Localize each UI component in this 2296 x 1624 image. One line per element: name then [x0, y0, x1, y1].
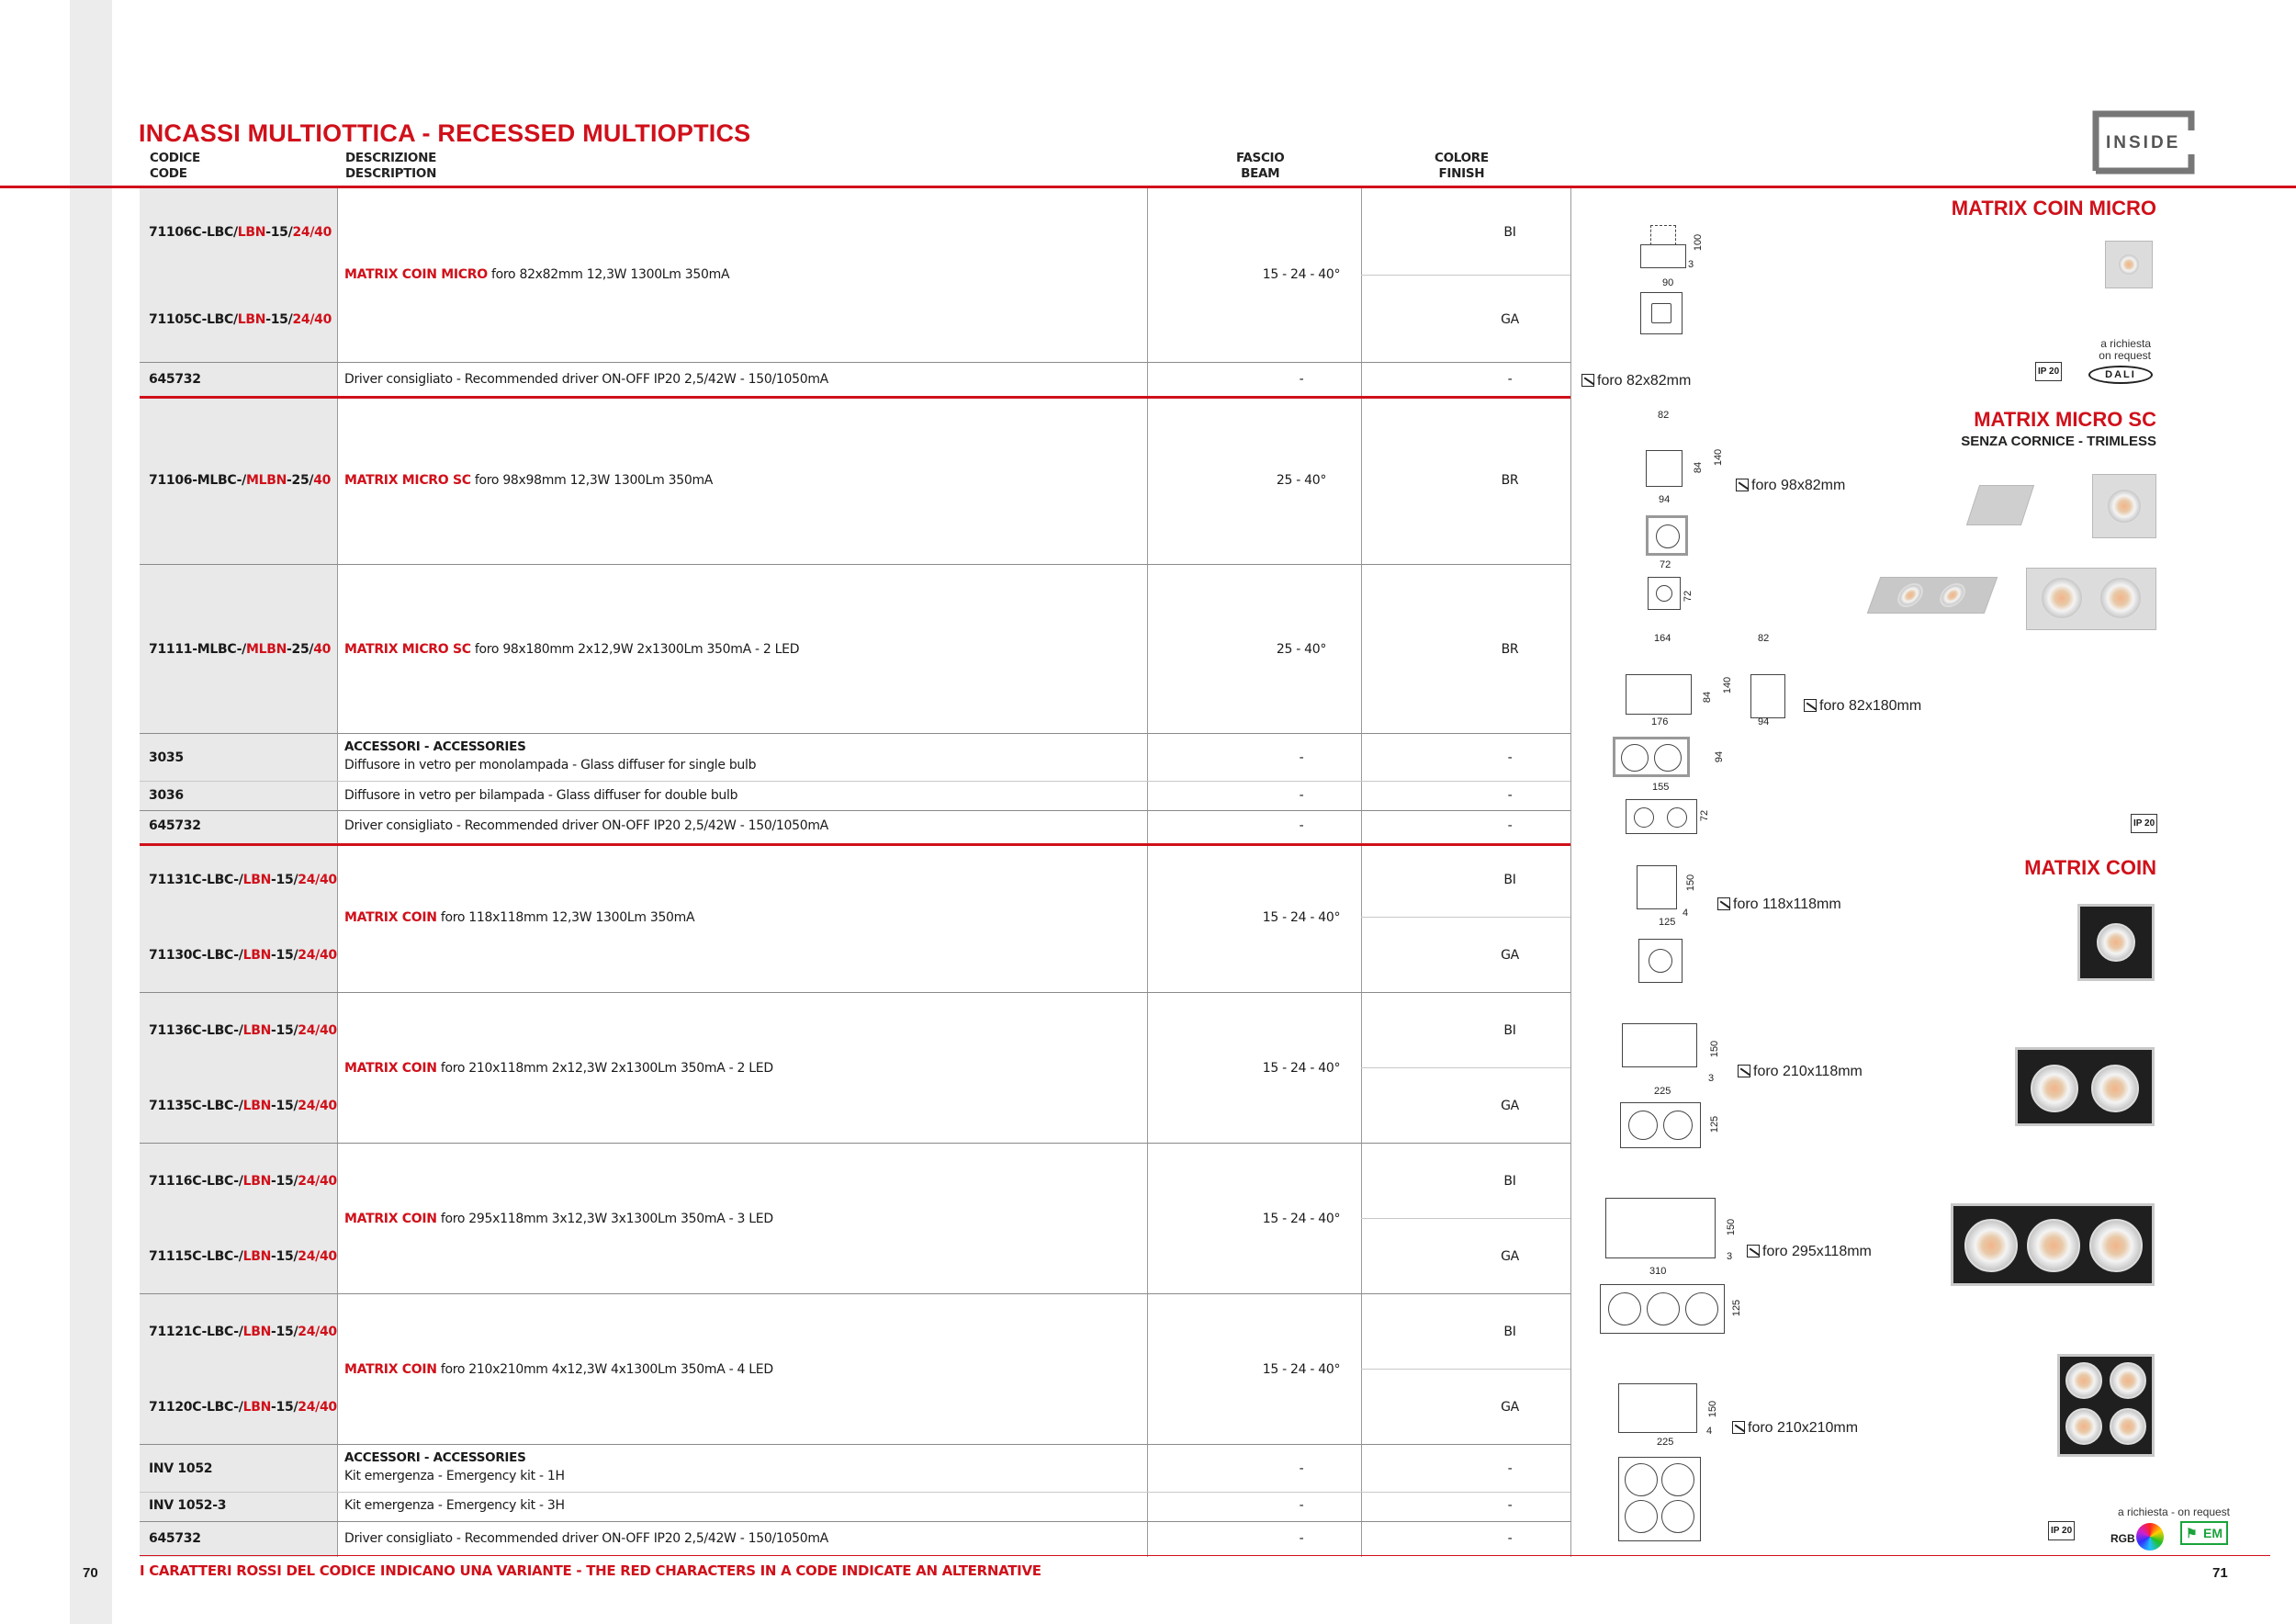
- beam-value: 15 - 24 - 40°: [1262, 1212, 1341, 1226]
- side-drawing: [1646, 450, 1683, 487]
- header-code: CODICE CODE: [150, 151, 200, 181]
- product-code: 71105C-LBC/LBN-15/24/40: [149, 312, 332, 327]
- product-description: MATRIX COIN foro 210x118mm 2x12,3W 2x1300Lm 350mA - 2 LED: [344, 1061, 773, 1076]
- row-rule: [1361, 1067, 1570, 1068]
- finish-value: BI: [1503, 1023, 1516, 1038]
- header-finish: COLORE FINISH: [1435, 151, 1489, 181]
- dim-label: 3: [1688, 259, 1694, 270]
- cutout-icon: [1736, 479, 1749, 491]
- section-title-micro-sc: MATRIX MICRO SC: [1974, 408, 2156, 431]
- dim-label: 72: [1660, 559, 1671, 570]
- row-rule: [140, 992, 1570, 993]
- footer-note: I CARATTERI ROSSI DEL CODICE INDICANO UNA VARIANTE - THE RED CHARACTERS IN A CODE INDICATE AN ALTERNATIVE: [140, 1562, 1041, 1579]
- section-rule: [140, 843, 1570, 846]
- finish-value: BR: [1501, 473, 1519, 488]
- product-code: 71106C-LBC/LBN-15/24/40: [149, 225, 332, 240]
- cutout-label: foro 295x118mm: [1747, 1244, 1872, 1260]
- front-drawing: [1613, 737, 1690, 777]
- ip20-badge: IP 20: [2048, 1521, 2075, 1540]
- page-number-right: 71: [2212, 1565, 2228, 1581]
- cutout-icon: [1747, 1245, 1760, 1257]
- row-rule: [140, 362, 1570, 363]
- product-photo: [2077, 904, 2155, 981]
- product-photo: [1966, 485, 2034, 525]
- cutout-icon: [1732, 1421, 1745, 1434]
- product-description: MATRIX COIN foro 210x210mm 4x12,3W 4x1300Lm 350mA - 4 LED: [344, 1362, 773, 1377]
- side-drawing: [1640, 244, 1686, 268]
- front-drawing: [1638, 939, 1683, 983]
- product-photo: [2015, 1047, 2155, 1126]
- finish-value: GA: [1501, 1249, 1519, 1264]
- front-drawing: [1646, 515, 1688, 556]
- product-code: INV 1052: [149, 1461, 213, 1476]
- finish-value: -: [1507, 1498, 1513, 1513]
- finish-value: BR: [1501, 642, 1519, 657]
- dim-label: 82: [1658, 410, 1670, 421]
- dim-label: 82: [1758, 633, 1770, 644]
- product-code: 3036: [149, 788, 184, 803]
- row-rule: [140, 781, 1570, 782]
- finish-value: GA: [1501, 1099, 1519, 1113]
- cutout-label: foro 210x210mm: [1732, 1420, 1858, 1437]
- product-description: MATRIX COIN foro 118x118mm 12,3W 1300Lm 350mA: [344, 910, 695, 925]
- product-code: 71115C-LBC-/LBN-15/24/40: [149, 1249, 337, 1264]
- product-description: Diffusore in vetro per monolampada - Glass diffuser for single bulb: [344, 758, 757, 773]
- col-divider: [337, 188, 338, 1557]
- dim-label: 310: [1649, 1266, 1667, 1277]
- product-photo: [1951, 1203, 2155, 1286]
- finish-value: BI: [1503, 873, 1516, 887]
- side-drawing: [1605, 1198, 1716, 1258]
- row-rule: [140, 564, 1570, 565]
- dim-label: 140: [1713, 448, 1725, 467]
- beam-value: -: [1299, 1531, 1304, 1546]
- beam-value: 25 - 40°: [1276, 642, 1327, 657]
- emergency-badge: ⚑ EM: [2180, 1521, 2228, 1545]
- product-photo: [2057, 1354, 2155, 1457]
- dim-label: 4: [1683, 908, 1689, 919]
- finish-value: -: [1507, 750, 1513, 765]
- row-rule: [1361, 1369, 1570, 1370]
- product-photo: [2092, 474, 2156, 538]
- dim-label: 125: [1731, 1299, 1743, 1317]
- header-description: DESCRIZIONE DESCRIPTION: [345, 151, 437, 181]
- product-description: MATRIX COIN foro 295x118mm 3x12,3W 3x1300Lm 350mA - 3 LED: [344, 1212, 773, 1226]
- dim-label: 225: [1657, 1437, 1674, 1448]
- row-rule: [1361, 1218, 1570, 1219]
- cutout-icon: [1717, 897, 1730, 910]
- cutout-icon: [1581, 374, 1594, 387]
- beam-value: -: [1299, 1461, 1304, 1476]
- product-code: 71136C-LBC-/LBN-15/24/40: [149, 1023, 337, 1038]
- cutout-drawing: [1648, 577, 1681, 610]
- product-photo: [2105, 241, 2153, 288]
- front-drawing: [1618, 1457, 1701, 1541]
- product-description: Kit emergenza - Emergency kit - 1H: [344, 1469, 565, 1483]
- finish-value: -: [1507, 1531, 1513, 1546]
- side-drawing: [1618, 1383, 1697, 1433]
- beam-value: -: [1299, 818, 1304, 833]
- product-description: Driver consigliato - Recommended driver ON-OFF IP20 2,5/42W - 150/1050mA: [344, 372, 828, 387]
- cutout-label: foro 98x82mm: [1736, 478, 1845, 494]
- product-code: 645732: [149, 372, 201, 387]
- row-rule: [140, 733, 1570, 734]
- beam-value: 15 - 24 - 40°: [1262, 1362, 1341, 1377]
- product-description: Driver consigliato - Recommended driver ON-OFF IP20 2,5/42W - 150/1050mA: [344, 1531, 828, 1546]
- beam-value: -: [1299, 1498, 1304, 1513]
- dim-label: 84: [1693, 461, 1705, 474]
- on-request-note: a richiesta on request: [2099, 337, 2151, 362]
- product-description: Kit emergenza - Emergency kit - 3H: [344, 1498, 565, 1513]
- row-rule: [1361, 275, 1570, 276]
- row-rule: [140, 1492, 1570, 1493]
- dim-label: 150: [1726, 1218, 1738, 1236]
- dim-label: 176: [1651, 716, 1669, 727]
- cutout-label: foro 118x118mm: [1717, 897, 1841, 913]
- product-code: 71116C-LBC-/LBN-15/24/40: [149, 1174, 337, 1189]
- logo-text: INSIDE: [2106, 133, 2181, 152]
- dim-label: 125: [1709, 1115, 1721, 1133]
- front-drawing: [1620, 1102, 1701, 1148]
- finish-value: GA: [1501, 948, 1519, 963]
- ip20-badge: IP 20: [2035, 362, 2062, 381]
- dim-label: 84: [1702, 691, 1714, 704]
- cutout-label: foro 82x82mm: [1581, 373, 1691, 389]
- dim-label: 150: [1707, 1400, 1719, 1418]
- beam-value: 25 - 40°: [1276, 473, 1327, 488]
- finish-value: -: [1507, 372, 1513, 387]
- dim-label: 140: [1722, 676, 1734, 694]
- beam-value: 15 - 24 - 40°: [1262, 267, 1341, 282]
- front-drawing: [1600, 1284, 1725, 1334]
- product-table: [140, 188, 1570, 1557]
- cutout-icon: [1738, 1065, 1750, 1077]
- product-code: INV 1052-3: [149, 1498, 227, 1513]
- section-subtitle: SENZA CORNICE - TRIMLESS: [1961, 434, 2156, 449]
- row-rule: [140, 1293, 1570, 1294]
- col-divider: [1361, 188, 1362, 1557]
- front-drawing: [1640, 292, 1683, 334]
- section-title-coin: MATRIX COIN: [2024, 856, 2156, 879]
- beam-value: -: [1299, 750, 1304, 765]
- product-description: MATRIX COIN MICRO foro 82x82mm 12,3W 1300Lm 350mA: [344, 267, 730, 282]
- dim-label: 90: [1662, 277, 1674, 288]
- dim-label: 4: [1706, 1426, 1713, 1437]
- finish-value: -: [1507, 1461, 1513, 1476]
- dali-badge: DALI: [2088, 366, 2153, 384]
- cutout-icon: [1804, 699, 1817, 712]
- dim-label: 3: [1708, 1073, 1715, 1084]
- product-photo: [1867, 577, 1998, 614]
- cutout-drawing: [1626, 799, 1697, 834]
- row-rule: [140, 1444, 1570, 1445]
- on-request-note: a richiesta - on request: [2117, 1506, 2230, 1518]
- section-rule: [140, 396, 1570, 399]
- dim-label: 94: [1659, 494, 1671, 505]
- dim-label: 72: [1683, 590, 1694, 603]
- dim-label: 155: [1652, 782, 1670, 793]
- finish-value: GA: [1501, 312, 1519, 327]
- product-code: 71131C-LBC-/LBN-15/24/40: [149, 873, 337, 887]
- dim-label: 72: [1699, 809, 1711, 822]
- product-code: 71130C-LBC-/LBN-15/24/40: [149, 948, 337, 963]
- finish-value: BI: [1503, 225, 1516, 240]
- dim-label: 225: [1654, 1086, 1671, 1097]
- dim-label: 100: [1693, 233, 1705, 252]
- running-man-icon: ⚑: [2186, 1526, 2198, 1540]
- left-margin-bar: [70, 0, 112, 1624]
- dim-label: 125: [1659, 917, 1676, 928]
- finish-value: BI: [1503, 1325, 1516, 1339]
- dim-label: 94: [1758, 716, 1770, 727]
- beam-value: 15 - 24 - 40°: [1262, 1061, 1341, 1076]
- dim-label: 150: [1685, 874, 1697, 892]
- side-drawing: [1622, 1023, 1697, 1067]
- accessories-heading: ACCESSORI - ACCESSORIES: [344, 739, 526, 754]
- dim-label: 150: [1709, 1040, 1721, 1058]
- product-code: 3035: [149, 750, 184, 765]
- product-description: Diffusore in vetro per bilampada - Glass diffuser for double bulb: [344, 788, 738, 803]
- accessories-heading: ACCESSORI - ACCESSORIES: [344, 1450, 526, 1465]
- row-rule: [140, 1521, 1570, 1522]
- section-title-coin-micro: MATRIX COIN MICRO: [1951, 197, 2156, 220]
- beam-value: 15 - 24 - 40°: [1262, 910, 1341, 925]
- dim-label: 3: [1727, 1251, 1733, 1262]
- header-beam: FASCIO BEAM: [1236, 151, 1285, 181]
- col-divider: [1147, 188, 1148, 1557]
- product-code: 71121C-LBC-/LBN-15/24/40: [149, 1325, 337, 1339]
- product-code: 71106-MLBC-/MLBN-25/40: [149, 473, 332, 488]
- product-code: 71120C-LBC-/LBN-15/24/40: [149, 1400, 337, 1415]
- cutout-label: foro 210x118mm: [1738, 1064, 1863, 1080]
- page-number-left: 70: [83, 1565, 98, 1581]
- product-code: 645732: [149, 818, 201, 833]
- beam-value: -: [1299, 372, 1304, 387]
- side-drawing: [1750, 674, 1785, 718]
- beam-value: -: [1299, 788, 1304, 803]
- product-description: Driver consigliato - Recommended driver ON-OFF IP20 2,5/42W - 150/1050mA: [344, 818, 828, 833]
- dim-label: 164: [1654, 633, 1671, 644]
- product-code: 71111-MLBC-/MLBN-25/40: [149, 642, 332, 657]
- product-description: MATRIX MICRO SC foro 98x98mm 12,3W 1300Lm 350mA: [344, 473, 714, 488]
- product-photo: [2026, 568, 2156, 630]
- ip20-badge: IP 20: [2131, 814, 2157, 833]
- side-drawing: [1650, 225, 1676, 245]
- rgb-color-wheel-icon: [2136, 1523, 2164, 1551]
- product-code: 71135C-LBC-/LBN-15/24/40: [149, 1099, 337, 1113]
- row-rule: [1361, 917, 1570, 918]
- page-title: INCASSI MULTIOTTICA - RECESSED MULTIOPTICS: [139, 119, 751, 147]
- product-code: 645732: [149, 1531, 201, 1546]
- finish-value: -: [1507, 788, 1513, 803]
- row-rule: [140, 1143, 1570, 1144]
- finish-value: GA: [1501, 1400, 1519, 1415]
- dim-label: 94: [1714, 750, 1726, 763]
- row-rule: [140, 810, 1570, 811]
- cutout-label: foro 82x180mm: [1804, 698, 1921, 715]
- rgb-label: RGB: [2110, 1532, 2135, 1545]
- side-drawing: [1637, 865, 1677, 909]
- finish-value: -: [1507, 818, 1513, 833]
- side-drawing: [1626, 674, 1692, 715]
- finish-value: BI: [1503, 1174, 1516, 1189]
- footer-rule: [140, 1555, 2270, 1556]
- product-description: MATRIX MICRO SC foro 98x180mm 2x12,9W 2x1300Lm 350mA - 2 LED: [344, 642, 800, 657]
